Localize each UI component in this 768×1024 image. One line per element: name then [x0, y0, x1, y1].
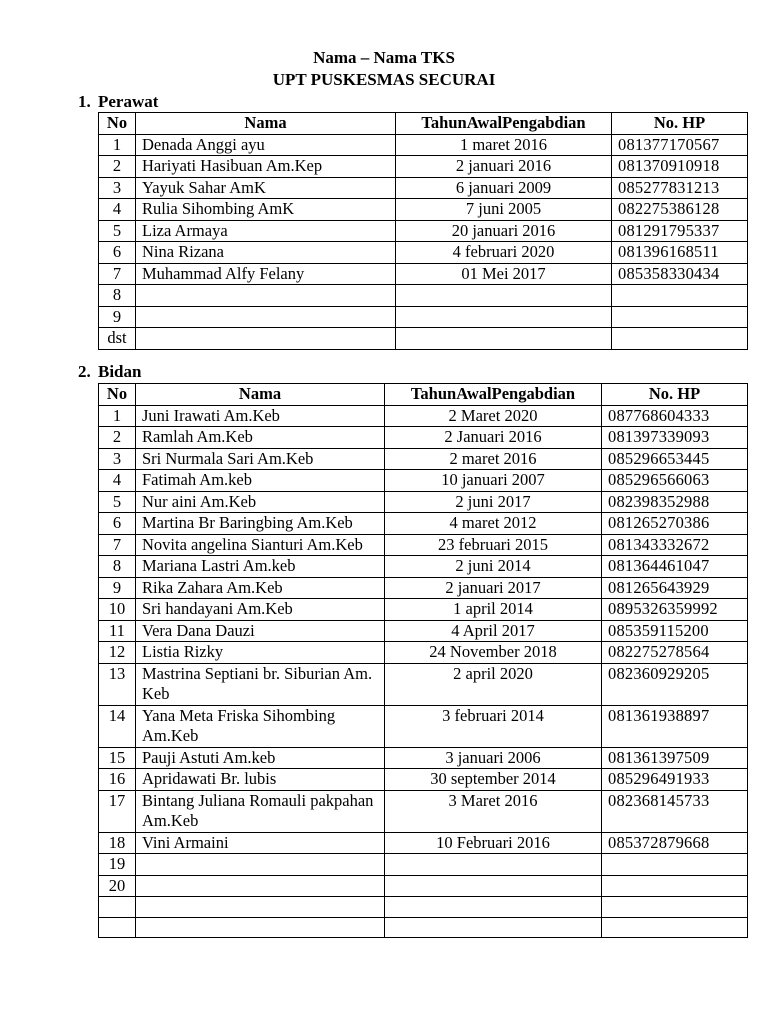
cell-no: 9 — [99, 306, 136, 328]
cell-hp: 085296653445 — [602, 448, 748, 470]
cell-no: 5 — [99, 220, 136, 242]
table-row — [99, 177, 748, 199]
cell-hp: 0895326359992 — [602, 599, 748, 621]
cell-nama: Novita angelina Sianturi Am.Keb — [136, 534, 385, 556]
cell-nama: Liza Armaya — [136, 220, 396, 242]
cell-hp — [602, 854, 748, 876]
table-row — [99, 917, 748, 938]
cell-no: 19 — [99, 854, 136, 876]
cell-hp — [612, 328, 748, 350]
column-header-tahun: TahunAwalPengabdian — [396, 113, 612, 135]
cell-nama — [136, 917, 385, 938]
column-header-hp: No. HP — [612, 113, 748, 135]
cell-hp — [612, 306, 748, 328]
bidan-table-body — [99, 405, 748, 938]
column-header-hp: No. HP — [602, 384, 748, 406]
cell-hp: 085296566063 — [602, 470, 748, 492]
section-heading-perawat — [78, 92, 158, 112]
table-row — [99, 491, 748, 513]
column-header-nama: Nama — [136, 384, 385, 406]
cell-nama — [136, 285, 396, 307]
cell-no: 16 — [99, 769, 136, 791]
table-row — [99, 577, 748, 599]
cell-tahun — [385, 854, 602, 876]
table-row — [99, 705, 748, 747]
cell-nama: Juni Irawati Am.Keb — [136, 405, 385, 427]
cell-tahun: 20 januari 2016 — [396, 220, 612, 242]
cell-hp: 085372879668 — [602, 832, 748, 854]
cell-tahun: 4 februari 2020 — [396, 242, 612, 264]
table-row — [99, 599, 748, 621]
cell-hp: 081265270386 — [602, 513, 748, 535]
table-row — [99, 747, 748, 769]
cell-no: 20 — [99, 875, 136, 897]
cell-tahun — [385, 917, 602, 938]
cell-nama: Martina Br Baringbing Am.Keb — [136, 513, 385, 535]
table-row — [99, 263, 748, 285]
cell-hp: 081361938897 — [602, 705, 748, 747]
cell-hp: 082398352988 — [602, 491, 748, 513]
column-header-nama: Nama — [136, 113, 396, 135]
cell-hp: 081291795337 — [612, 220, 748, 242]
cell-tahun: 1 april 2014 — [385, 599, 602, 621]
cell-nama: Nina Rizana — [136, 242, 396, 264]
cell-no: 3 — [99, 177, 136, 199]
cell-tahun: 4 April 2017 — [385, 620, 602, 642]
cell-tahun: 3 januari 2006 — [385, 747, 602, 769]
cell-hp — [612, 285, 748, 307]
table-header-row — [99, 113, 748, 135]
cell-hp — [602, 917, 748, 938]
cell-tahun: 23 februari 2015 — [385, 534, 602, 556]
table-row — [99, 134, 748, 156]
cell-tahun — [396, 306, 612, 328]
section-number: 1. — [78, 92, 91, 111]
cell-no: 6 — [99, 242, 136, 264]
cell-tahun: 2 maret 2016 — [385, 448, 602, 470]
section-title: Bidan — [98, 362, 142, 381]
table-row — [99, 470, 748, 492]
cell-tahun: 2 juni 2014 — [385, 556, 602, 578]
cell-no: 8 — [99, 556, 136, 578]
table-row — [99, 156, 748, 178]
table-row — [99, 875, 748, 897]
cell-tahun: 2 Januari 2016 — [385, 427, 602, 449]
cell-nama — [136, 306, 396, 328]
cell-no: 7 — [99, 263, 136, 285]
cell-hp — [602, 875, 748, 897]
table-header-row — [99, 384, 748, 406]
cell-nama: Yana Meta Friska Sihombing Am.Keb — [136, 705, 385, 747]
cell-tahun — [385, 875, 602, 897]
table-row — [99, 620, 748, 642]
table-row — [99, 328, 748, 350]
cell-nama — [136, 328, 396, 350]
section-number: 2. — [78, 362, 91, 381]
table-row — [99, 769, 748, 791]
table-row — [99, 220, 748, 242]
cell-tahun: 2 januari 2017 — [385, 577, 602, 599]
cell-tahun: 01 Mei 2017 — [396, 263, 612, 285]
table-row — [99, 832, 748, 854]
cell-nama: Sri Nurmala Sari Am.Keb — [136, 448, 385, 470]
cell-hp: 085358330434 — [612, 263, 748, 285]
cell-nama: Apridawati Br. lubis — [136, 769, 385, 791]
cell-no: 2 — [99, 156, 136, 178]
cell-hp: 081370910918 — [612, 156, 748, 178]
table-row — [99, 534, 748, 556]
table-row — [99, 513, 748, 535]
table-row — [99, 556, 748, 578]
cell-tahun: 2 juni 2017 — [385, 491, 602, 513]
column-header-no: No — [99, 113, 136, 135]
cell-no: 9 — [99, 577, 136, 599]
cell-nama: Yayuk Sahar AmK — [136, 177, 396, 199]
cell-nama: Rulia Sihombing AmK — [136, 199, 396, 221]
column-header-no: No — [99, 384, 136, 406]
cell-tahun: 2 Maret 2020 — [385, 405, 602, 427]
cell-tahun — [396, 328, 612, 350]
cell-nama: Denada Anggi ayu — [136, 134, 396, 156]
cell-no: 8 — [99, 285, 136, 307]
cell-hp: 082275386128 — [612, 199, 748, 221]
perawat-table-body — [99, 134, 748, 349]
cell-hp: 081396168511 — [612, 242, 748, 264]
cell-hp: 081377170567 — [612, 134, 748, 156]
cell-nama: Vera Dana Dauzi — [136, 620, 385, 642]
cell-nama: Rika Zahara Am.Keb — [136, 577, 385, 599]
cell-no: 1 — [99, 134, 136, 156]
cell-hp: 085277831213 — [612, 177, 748, 199]
cell-nama — [136, 875, 385, 897]
cell-tahun: 2 april 2020 — [385, 663, 602, 705]
cell-no: 18 — [99, 832, 136, 854]
cell-nama: Mastrina Septiani br. Siburian Am. Keb — [136, 663, 385, 705]
cell-nama: Mariana Lastri Am.keb — [136, 556, 385, 578]
cell-nama: Vini Armaini — [136, 832, 385, 854]
cell-nama: Nur aini Am.Keb — [136, 491, 385, 513]
page-title: Nama – Nama TKS — [313, 48, 455, 67]
cell-tahun: 6 januari 2009 — [396, 177, 612, 199]
cell-no: 2 — [99, 427, 136, 449]
cell-hp: 081364461047 — [602, 556, 748, 578]
cell-no: 4 — [99, 470, 136, 492]
cell-hp: 087768604333 — [602, 405, 748, 427]
section-title: Perawat — [98, 92, 159, 111]
bidan-table — [98, 383, 748, 938]
cell-no: 14 — [99, 705, 136, 747]
cell-hp: 081397339093 — [602, 427, 748, 449]
table-row — [99, 854, 748, 876]
cell-no: 10 — [99, 599, 136, 621]
table-row — [99, 897, 748, 918]
cell-nama: Ramlah Am.Keb — [136, 427, 385, 449]
section-heading-bidan — [78, 362, 141, 382]
cell-nama: Hariyati Hasibuan Am.Kep — [136, 156, 396, 178]
cell-nama: Fatimah Am.keb — [136, 470, 385, 492]
cell-hp: 081361397509 — [602, 747, 748, 769]
table-row — [99, 642, 748, 664]
cell-tahun: 30 september 2014 — [385, 769, 602, 791]
cell-no: 6 — [99, 513, 136, 535]
cell-hp: 082360929205 — [602, 663, 748, 705]
cell-hp: 082275278564 — [602, 642, 748, 664]
cell-tahun: 3 februari 2014 — [385, 705, 602, 747]
cell-no: 11 — [99, 620, 136, 642]
cell-tahun: 7 juni 2005 — [396, 199, 612, 221]
cell-no — [99, 917, 136, 938]
cell-hp: 085359115200 — [602, 620, 748, 642]
cell-no: 15 — [99, 747, 136, 769]
cell-tahun: 24 November 2018 — [385, 642, 602, 664]
cell-tahun: 3 Maret 2016 — [385, 790, 602, 832]
table-row — [99, 285, 748, 307]
table-row — [99, 663, 748, 705]
cell-tahun: 1 maret 2016 — [396, 134, 612, 156]
cell-no: 4 — [99, 199, 136, 221]
table-row — [99, 405, 748, 427]
column-header-tahun: TahunAwalPengabdian — [385, 384, 602, 406]
cell-nama: Sri handayani Am.Keb — [136, 599, 385, 621]
table-row — [99, 448, 748, 470]
cell-hp: 081343332672 — [602, 534, 748, 556]
cell-no: 12 — [99, 642, 136, 664]
cell-hp — [602, 897, 748, 918]
table-row — [99, 790, 748, 832]
cell-nama: Bintang Juliana Romauli pakpahan Am.Keb — [136, 790, 385, 832]
cell-no: 13 — [99, 663, 136, 705]
perawat-table — [98, 112, 748, 350]
cell-no: 17 — [99, 790, 136, 832]
cell-tahun: 2 januari 2016 — [396, 156, 612, 178]
cell-no: dst — [99, 328, 136, 350]
cell-tahun — [396, 285, 612, 307]
cell-nama: Pauji Astuti Am.keb — [136, 747, 385, 769]
cell-nama — [136, 854, 385, 876]
cell-tahun: 4 maret 2012 — [385, 513, 602, 535]
cell-tahun: 10 januari 2007 — [385, 470, 602, 492]
cell-nama: Muhammad Alfy Felany — [136, 263, 396, 285]
cell-no: 7 — [99, 534, 136, 556]
table-row — [99, 199, 748, 221]
table-row — [99, 306, 748, 328]
cell-no: 1 — [99, 405, 136, 427]
cell-no — [99, 897, 136, 918]
cell-tahun — [385, 897, 602, 918]
table-row — [99, 242, 748, 264]
cell-hp: 081265643929 — [602, 577, 748, 599]
cell-nama — [136, 897, 385, 918]
cell-hp: 082368145733 — [602, 790, 748, 832]
cell-no: 5 — [99, 491, 136, 513]
table-row — [99, 427, 748, 449]
cell-hp: 085296491933 — [602, 769, 748, 791]
page-subtitle: UPT PUSKESMAS SECURAI — [272, 70, 496, 89]
cell-tahun: 10 Februari 2016 — [385, 832, 602, 854]
cell-nama: Listia Rizky — [136, 642, 385, 664]
cell-no: 3 — [99, 448, 136, 470]
